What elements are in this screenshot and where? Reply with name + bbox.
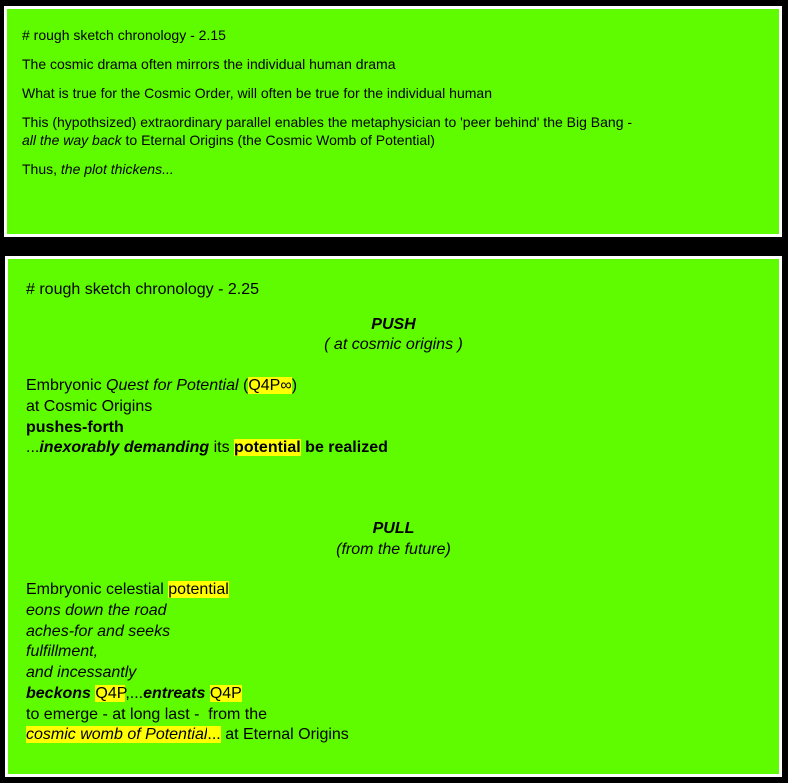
note-panel-2-25 (5, 256, 782, 777)
pull-section-header (26, 519, 761, 560)
italic-text: aches-for and seeks (26, 622, 171, 640)
push-subtitle-text: ( at cosmic origins ) (324, 336, 463, 354)
text-line (26, 663, 761, 684)
text-line: to Eternal Origins (the Cosmic Womb of Potential) (121, 132, 435, 148)
text-fragment: ( (238, 377, 249, 395)
text-line (26, 684, 761, 705)
text-fragment: ,... (125, 684, 144, 702)
highlighted-text: Q4P (209, 684, 242, 702)
push-title-text: PUSH (371, 315, 416, 333)
text-line (26, 580, 761, 601)
pull-subtitle-text: (from the future) (336, 540, 451, 558)
text-fragment: ) (291, 377, 298, 395)
push-body (26, 376, 761, 459)
bold-text: be realized (300, 439, 388, 457)
text-line (26, 376, 761, 397)
bold-italic-text: entreats (143, 684, 206, 702)
italic-text: the plot thickens... (60, 161, 174, 177)
text-fragment: ... (26, 439, 40, 457)
pull-subtitle (26, 540, 761, 561)
bold-text: pushes-forth (26, 418, 124, 436)
text-line: to emerge - at long last - from the (26, 705, 267, 723)
pull-body (26, 580, 761, 746)
text-line (26, 642, 761, 663)
text-line: What is true for the Cosmic Order, will often be true for the individual human (22, 85, 492, 101)
pull-title (26, 519, 761, 540)
push-subtitle (26, 335, 761, 356)
highlighted-text: Q4P (95, 684, 126, 702)
bold-italic-text: beckons (26, 684, 91, 702)
italic-text: fulfillment, (26, 643, 99, 661)
text-fragment: Embryonic celestial (26, 581, 169, 599)
note-panel-2-15 (4, 6, 782, 237)
text-line: at Cosmic Origins (26, 397, 153, 415)
highlighted-text: potential (234, 439, 301, 457)
bold-italic-text: inexorably demanding (39, 439, 210, 457)
panel-heading: # rough sketch chronology - 2.25 (26, 281, 260, 298)
highlighted-text: ... (207, 726, 221, 744)
text-fragment: at Eternal Origins (220, 726, 349, 744)
text-line (26, 622, 761, 643)
text-line (26, 725, 761, 746)
text-line: This (hypothsized) extraordinary parallel enables the metaphysician to 'peer behind' the Big Bang - (22, 114, 633, 130)
text-fragment: Embryonic (26, 377, 107, 395)
italic-text: Quest for Potential (106, 377, 239, 395)
text-paragraph (22, 113, 764, 149)
text-fragment: Thus, (22, 161, 61, 177)
text-fragment: its (209, 439, 235, 457)
text-line (22, 160, 764, 178)
highlighted-text: Q4P∞ (248, 377, 292, 395)
italic-text: and incessantly (26, 664, 137, 682)
push-title (26, 315, 761, 336)
text-line (26, 438, 761, 459)
text-line (26, 601, 761, 622)
pull-title-text: PULL (372, 519, 415, 537)
panel-heading: # rough sketch chronology - 2.15 (22, 27, 226, 43)
italic-text: eons down the road (26, 602, 167, 620)
highlighted-italic-text: cosmic womb of Potential (26, 726, 208, 744)
text-line: The cosmic drama often mirrors the individual human drama (22, 56, 396, 72)
highlighted-text: potential (168, 581, 229, 599)
italic-text: all the way back (22, 132, 122, 148)
text-line (26, 418, 761, 439)
push-section-header (26, 315, 761, 356)
